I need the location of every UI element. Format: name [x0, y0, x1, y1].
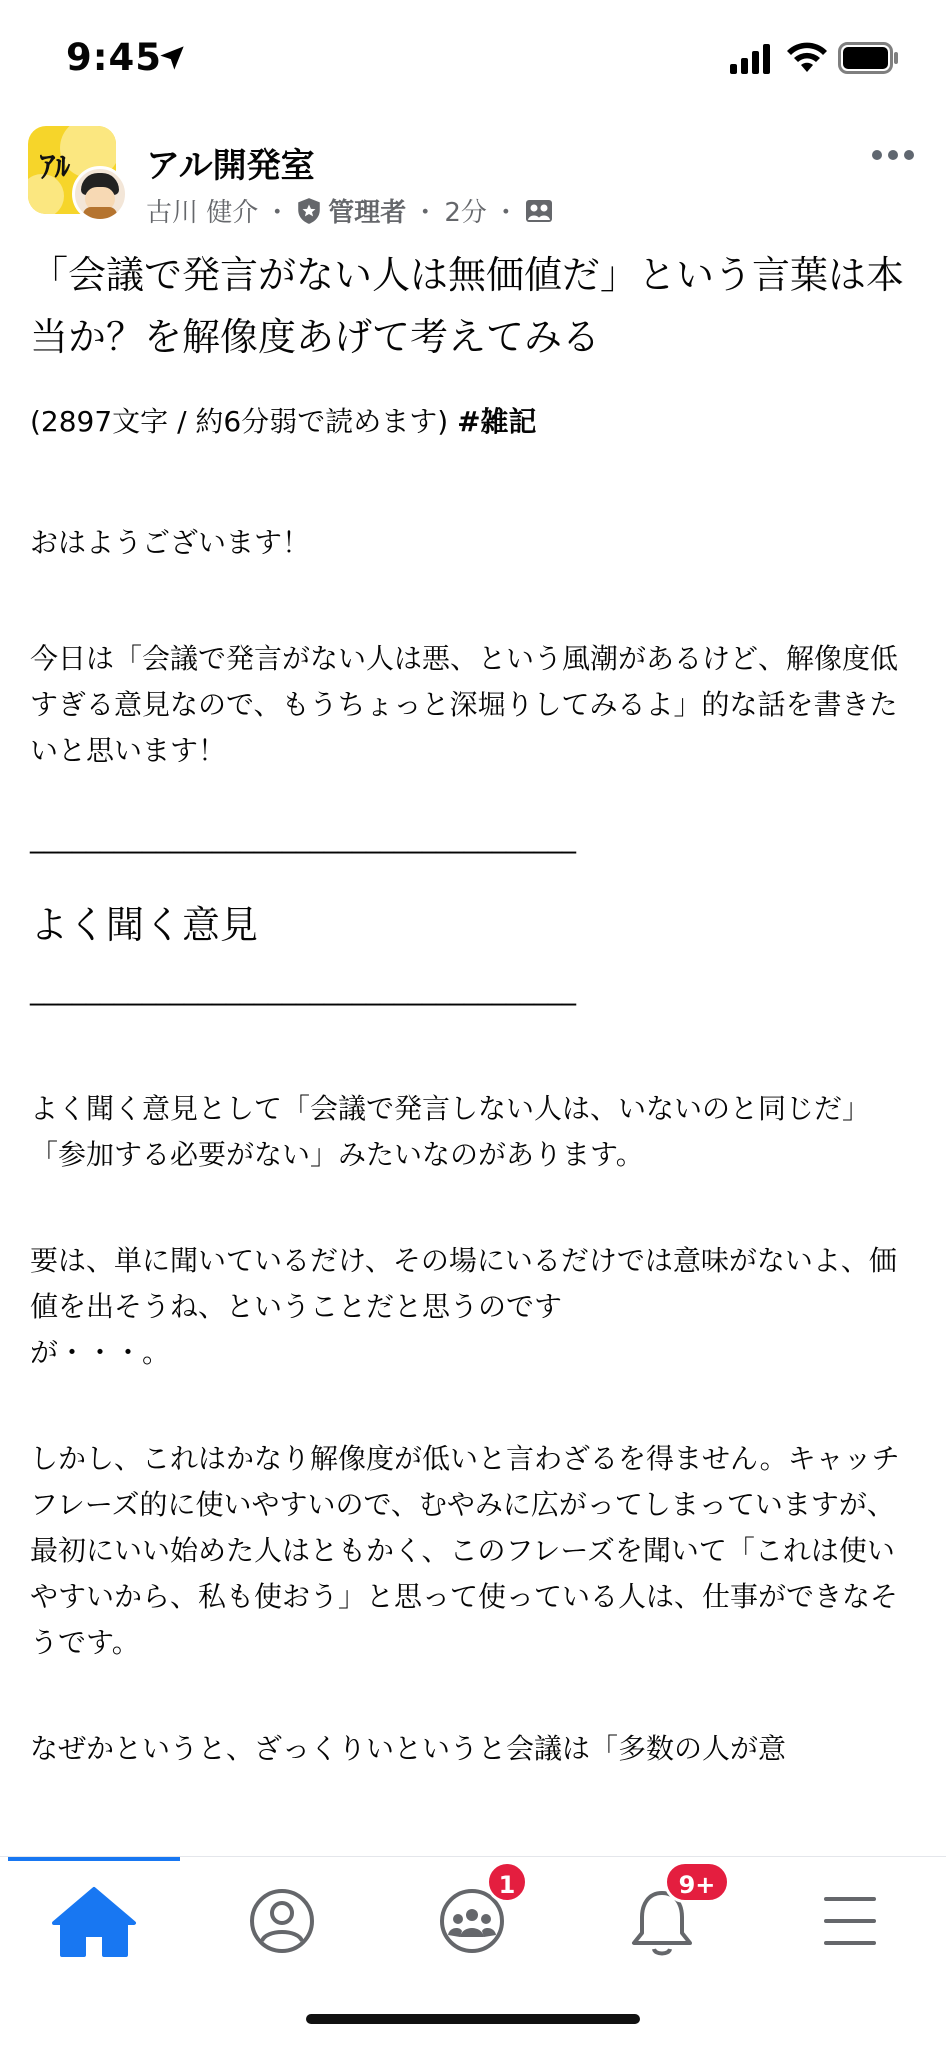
menu-icon — [800, 1879, 900, 1959]
hashtag-link[interactable]: #雑記 — [457, 405, 537, 438]
paragraph-2: 要は、単に聞いているだけ、その場にいるだけでは意味がないよ、価値を出そうね、ということだと思うのです — [30, 1244, 897, 1323]
groups-badge: 1 — [486, 1861, 528, 1903]
greeting-text: おはようございます！ — [30, 526, 311, 559]
more-dot-icon — [904, 150, 914, 160]
members-privacy-icon — [525, 198, 553, 224]
divider-top: _______________________________________ — [30, 821, 576, 854]
reading-info — [30, 402, 910, 442]
post-body — [30, 244, 910, 1772]
location-arrow-icon — [158, 44, 186, 72]
reading-info-text: (2897文字 / 約6分弱で読めます) — [30, 405, 458, 438]
tab-groups[interactable] — [422, 1871, 522, 1959]
post-header — [0, 126, 946, 236]
author-name[interactable]: 古川 健介 — [146, 198, 259, 228]
post-title: 「会議で発言がない人は無価値だ」という言葉は本当か？を解像度あげて考えてみる — [30, 253, 905, 359]
admin-shield-icon — [296, 197, 322, 225]
status-time: 9:45 — [66, 36, 163, 79]
more-options-button[interactable] — [872, 150, 914, 160]
wifi-icon — [786, 42, 828, 74]
tab-home[interactable] — [44, 1879, 144, 1959]
paragraph-3: しかし、これはかなり解像度が低いと言わざるを得ません。キャッチフレーズ的に使いやすいので、むやみに広がってしまっていますが、最初にいい始めた人はともかく、このフレーズを聞いて「これは使いやすいから、私も使おう」と思って使っている人は、仕事ができなそうです。 — [30, 1442, 900, 1659]
home-icon — [44, 1879, 144, 1959]
post-time[interactable]: 2分 — [444, 198, 487, 228]
more-dot-icon — [872, 150, 882, 160]
post-meta — [146, 192, 553, 229]
avatar-body — [83, 207, 117, 222]
group-name[interactable]: アル開発室 — [146, 146, 315, 186]
paragraph-1: よく聞く意見として「会議で発言しない人は、いないのと同じだ」「参加する必要がない」みたいなのがあります。 — [30, 1092, 871, 1171]
status-bar — [0, 0, 946, 120]
profile-icon — [232, 1879, 332, 1959]
notifications-badge: 9+ — [664, 1861, 730, 1903]
active-tab-indicator — [8, 1857, 180, 1861]
admin-label: 管理者 — [328, 198, 407, 228]
paragraph-4: なぜかというと、ざっくりいというと会議は「多数の人が意 — [30, 1732, 787, 1765]
cellular-signal-icon — [730, 44, 774, 74]
tab-notifications[interactable] — [612, 1871, 716, 1959]
section-heading: よく聞く意見 — [30, 903, 259, 947]
divider-bottom: _______________________________________ — [30, 973, 576, 1006]
more-dot-icon — [888, 150, 898, 160]
paragraph-2-end: が・・・。 — [30, 1336, 171, 1369]
tab-profile[interactable] — [232, 1879, 332, 1959]
group-avatar-logo: ｱﾙ — [40, 150, 70, 185]
meta-separator: ・ — [412, 198, 439, 228]
intro-paragraph: 今日は「会議で発言がない人は悪、という風潮があるけど、解像度低すぎる意見なので、もうちょっと深堀りしてみるよ」的な話を書きたいと思います！ — [30, 642, 899, 767]
meta-separator: ・ — [264, 198, 291, 228]
meta-separator: ・ — [492, 198, 519, 228]
home-indicator — [306, 2014, 640, 2024]
author-avatar[interactable] — [72, 166, 128, 222]
battery-icon — [838, 42, 900, 74]
tab-menu[interactable] — [800, 1879, 900, 1959]
